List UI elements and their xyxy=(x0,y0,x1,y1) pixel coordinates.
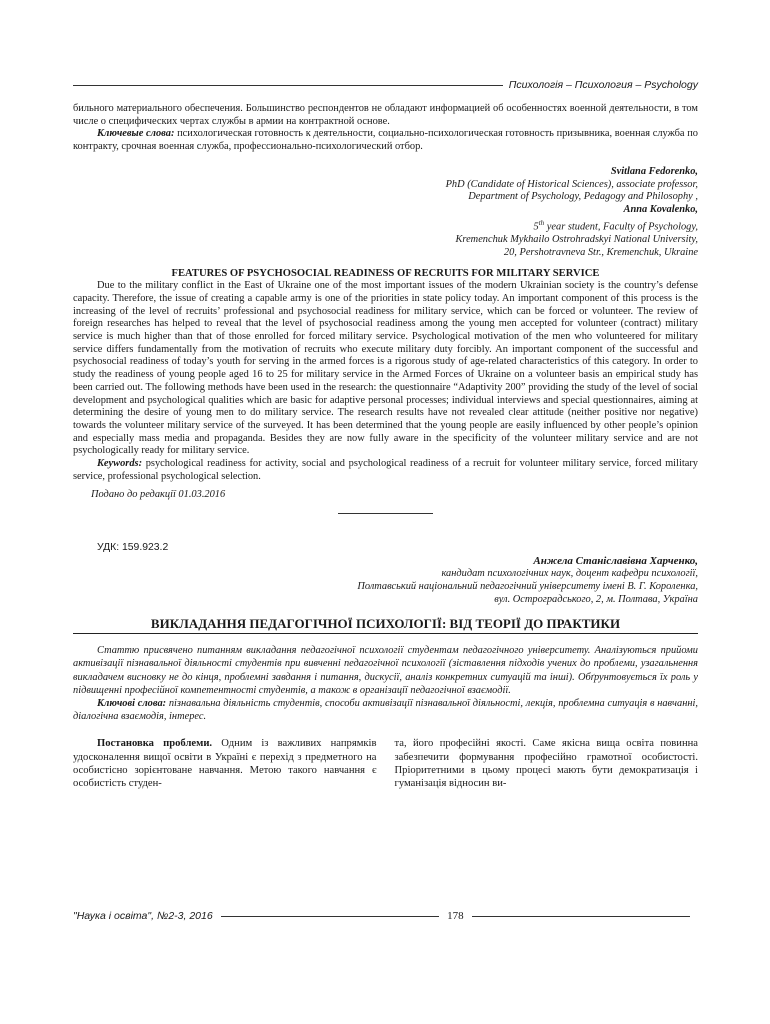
journal-name: "Наука і освіта", №2-3, 2016 xyxy=(73,910,213,922)
institution-address: 20, Pershotravneva Str., Kremenchuk, Ukraine xyxy=(503,246,698,258)
body-column-right xyxy=(395,737,699,790)
section-separator xyxy=(338,513,433,514)
body-columns xyxy=(73,737,698,790)
ua-keywords-text: пізнавальна діяльність студентів, способи активізації пізнавальної діяльності, лекція, проблемна ситуація в навчанні, діалогічна взаємодія, інтерес. xyxy=(73,698,698,723)
ru-keywords xyxy=(73,128,698,153)
en-keywords-text: psychological readiness for activity, social and psychological readiness of a recruit for volunteer military service, forced military service, professional psychological selection. xyxy=(73,458,698,482)
author-2-status xyxy=(73,217,698,234)
ua-keywords-label: Ключові слова: xyxy=(97,698,167,710)
author-1-name: Svitlana Fedorenko, xyxy=(610,165,698,177)
footer-rule-right xyxy=(472,916,690,917)
submission-date: Подано до редакції 01.03.2016 xyxy=(91,489,226,501)
ua-author-address: вул. Остроградського, 2, м. Полтава, Україна xyxy=(494,593,698,605)
ua-title-rule xyxy=(73,633,698,634)
en-keywords xyxy=(73,458,698,483)
en-authors-block xyxy=(73,166,698,259)
page-footer xyxy=(73,910,698,922)
header-rule xyxy=(73,85,503,86)
ua-article-title: ВИКЛАДАННЯ ПЕДАГОГІЧНОЇ ПСИХОЛОГІЇ: ВІД ТЕОРІЇ ДО ПРАКТИКИ xyxy=(150,616,621,632)
body-text-right: та, його професійні якості. Саме якісна вища освіта повинна забезпечити формування професійно грамотної особистості. Пріоритетними в цьому процесі мають бути демократизація і гуманізація відносин ви- xyxy=(394,738,698,790)
body-column-left xyxy=(73,737,377,790)
running-title: Психологія – Психология – Psychology xyxy=(508,79,698,91)
ua-author-university: Полтавський національний педагогічний університету імені В. Г. Короленка, xyxy=(357,580,698,592)
author-1-department: Department of Psychology, Pedagogy and Philosophy , xyxy=(468,191,698,203)
ru-keywords-text: психологическая готовность к деятельности, социально-психологическая готовность призывника, военная служба по контракту, срочная военная служба, профессионально-психологический отбор. xyxy=(73,128,698,153)
ua-author-degree: кандидат психологічних наук, доцент кафедри психології, xyxy=(441,568,698,580)
ua-abstract: Статтю присвячено питанням викладання педагогічної психології студентам педагогічного університету. Аналізуються прийоми активізації пізнавальної діяльності студентів при вивченні педагогічної психології (зіставлення підходів учених до проблеми, узагальнення викладачем висновку не до кінця, проблемні завдання і питання, дискусії, аналіз конкретних ситуацій та інші). Обґрунтовується їх роль у підвищенні професійної компетентності студентів, а також в організації педагогічної взаємодії. xyxy=(73,645,698,696)
author-2-name: Anna Kovalenko, xyxy=(623,203,698,215)
ua-author-name: Анжела Станіславівна Харченко, xyxy=(533,555,698,568)
ua-author-block xyxy=(73,555,698,606)
section-heading-problem: Постановка проблеми. xyxy=(97,738,213,750)
en-abstract: Due to the military conflict in the East of Ukraine one of the most important issues of the modern Ukrainian society is the country’s defense capacity. Therefore, the issue of creating a capable army is one of the priorities in state policy today. An important component of this process is the increasing of the level of recruits’ professional and psychosocial readiness for military service, which can be forced or volunteer. The review of foreign researches has helped to reveal that the level of psychosocial readiness among the young men accepted for volunteer (contract) military service is much higher than that of those enrolled for forced military service. Psychological motivation of the men who volunteered for military service differs fundamentally from the motivation of recruits who execute military duty forcibly. An important component of the successful and psychosocial readiness of today’s youth for serving in the armed forces is a rigorous study of age-related characteristics of this category. In order to study the readiness of young people aged 16 to 25 for military service in the Armed Forces of Ukraine on a volunteer basis an empirical study has been carried out. The following methods have been used in the research: the questionnaire “Adaptivity 200” providing the study of the level of social development and psychological qualities which are basic for adaptive personal processes; individual interviews and special questionnaires, aiming at determining the desire of young men to do military service. The research results have not revealed clear attitude (neither positive nor negative) towards the volunteer military service of the surveyed. It has been determined that the young people are easily influenced by other people’s opinion and especially mass media and propaganda. Besides they are now fully aware in the specificity of the volunteer military service and are not psychologically ready for military service. xyxy=(73,280,698,457)
en-keywords-label: Keywords: xyxy=(97,458,143,470)
body-text-left: Одним із важливих напрямків удосконалення вищої освіти в Україні є перехід з предметного на особистісно зорієнтоване навчання. Метою такого навчання є особистість студен- xyxy=(73,738,377,790)
ru-abstract-tail: бильного материального обеспечения. Большинство респондентов не обладают информацией об особенностях военной деятельности, в том числе о специфических чертах службы в армии на контрактной основе. xyxy=(73,103,698,127)
ua-keywords xyxy=(73,697,698,723)
author-1-degree: PhD (Candidate of Historical Sciences), associate professor, xyxy=(445,178,698,190)
page-number: 178 xyxy=(447,910,464,922)
running-header xyxy=(73,76,698,94)
body-paragraph-left xyxy=(73,737,377,790)
page-body xyxy=(73,76,698,790)
footer-rule-left xyxy=(221,916,439,917)
author-2-year-suffix: th xyxy=(538,218,545,227)
udk-code: УДК: 159.923.2 xyxy=(97,542,169,554)
ru-keywords-label: Ключевые слова: xyxy=(97,128,175,140)
ua-abstract-block xyxy=(73,644,698,723)
author-2-faculty: year student, Faculty of Psychology, xyxy=(544,221,698,233)
en-article-title: FEATURES OF PSYCHOSOCIAL READINESS OF RECRUITS FOR MILITARY SERVICE xyxy=(171,268,600,280)
institution-name: Kremenchuk Mykhailo Ostrohradskyi National University, xyxy=(455,233,698,245)
author-2-year: 5 xyxy=(533,221,539,233)
